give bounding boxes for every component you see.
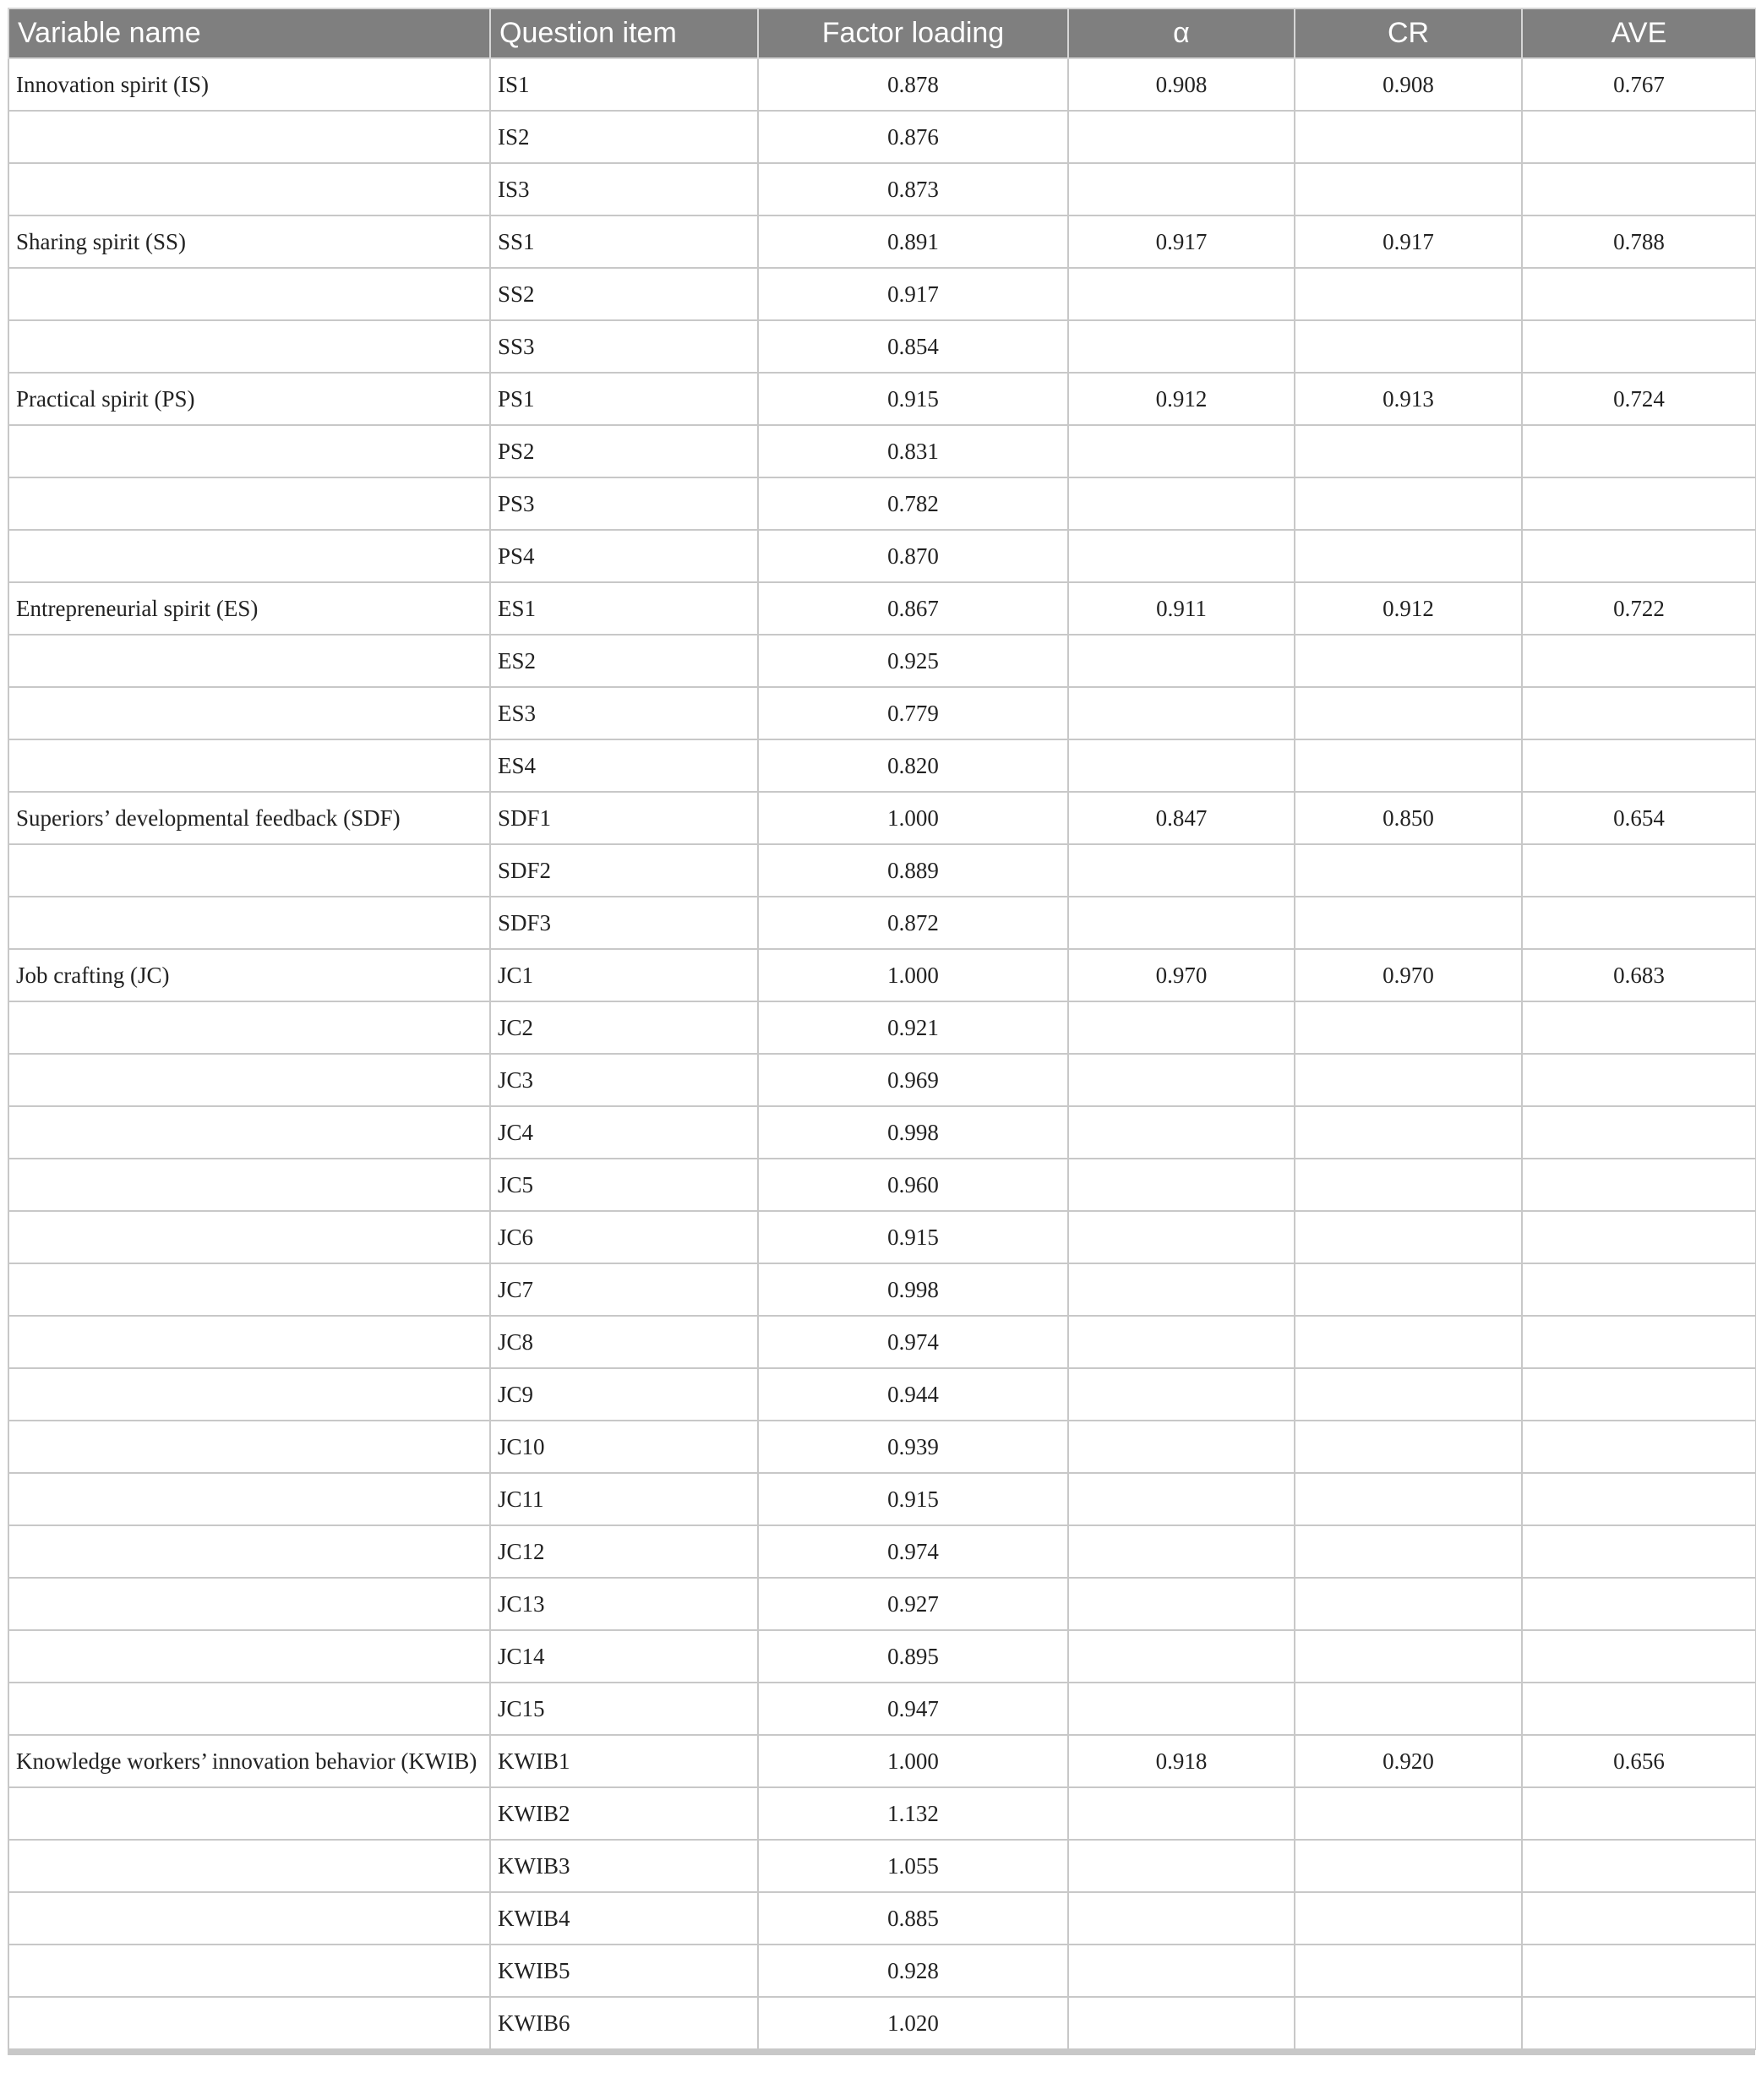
ave-cell [1522,1159,1756,1211]
cr-cell [1295,1787,1522,1840]
table-row [8,58,1756,111]
table-row [8,1735,1756,1787]
cr-cell: 0.912 [1295,582,1522,635]
question-item-cell: IS3 [490,163,758,215]
table-row [8,320,1756,373]
factor-loading-cell: 0.831 [758,425,1068,477]
ave-cell [1522,1997,1756,2049]
question-item-cell: JC11 [490,1473,758,1525]
ave-cell: 0.654 [1522,792,1756,844]
table-row [8,1421,1756,1473]
factor-loading-cell: 0.889 [758,844,1068,897]
variable-name-cell [8,687,490,739]
ave-cell [1522,1787,1756,1840]
factor-loading-cell: 0.891 [758,215,1068,268]
alpha-cell [1068,1211,1295,1263]
cr-cell [1295,530,1522,582]
alpha-cell [1068,1368,1295,1421]
ave-cell [1522,477,1756,530]
cr-cell [1295,1316,1522,1368]
table-row [8,582,1756,635]
cr-cell: 0.917 [1295,215,1522,268]
ave-cell [1522,1630,1756,1683]
alpha-cell [1068,1997,1295,2049]
alpha-cell [1068,1578,1295,1630]
factor-loading-cell: 0.915 [758,373,1068,425]
factor-loading-cell: 1.020 [758,1997,1068,2049]
header-ave: AVE [1522,8,1756,58]
cr-cell: 0.920 [1295,1735,1522,1787]
alpha-cell [1068,1054,1295,1106]
header-alpha: α [1068,8,1295,58]
question-item-cell: KWIB5 [490,1945,758,1997]
ave-cell [1522,1525,1756,1578]
ave-cell [1522,1578,1756,1630]
factor-loading-cell: 0.939 [758,1421,1068,1473]
variable-name-cell [8,1892,490,1945]
variable-name-cell [8,1578,490,1630]
factor-loading-cell: 0.872 [758,897,1068,949]
ave-cell: 0.683 [1522,949,1756,1001]
ave-cell [1522,897,1756,949]
table-row [8,844,1756,897]
variable-name-cell [8,1683,490,1735]
question-item-cell: PS3 [490,477,758,530]
factor-loading-cell: 0.974 [758,1525,1068,1578]
question-item-cell: SS2 [490,268,758,320]
alpha-cell [1068,477,1295,530]
header-factor-loading: Factor loading [758,8,1068,58]
question-item-cell: JC13 [490,1578,758,1630]
alpha-cell [1068,635,1295,687]
ave-cell: 0.767 [1522,58,1756,111]
alpha-cell: 0.970 [1068,949,1295,1001]
question-item-cell: ES2 [490,635,758,687]
factor-loading-cell: 0.873 [758,163,1068,215]
cr-cell: 0.850 [1295,792,1522,844]
factor-loading-cell: 0.917 [758,268,1068,320]
table-row [8,530,1756,582]
alpha-cell [1068,1421,1295,1473]
variable-name-cell [8,844,490,897]
cr-cell [1295,111,1522,163]
variable-name-cell [8,1525,490,1578]
table-row [8,635,1756,687]
cr-cell [1295,1368,1522,1421]
table-body [8,58,1756,2049]
alpha-cell [1068,1159,1295,1211]
ave-cell [1522,635,1756,687]
alpha-cell: 0.911 [1068,582,1295,635]
reliability-validity-table [8,8,1756,2050]
question-item-cell: SDF3 [490,897,758,949]
ave-cell: 0.724 [1522,373,1756,425]
alpha-cell [1068,1316,1295,1368]
table-row [8,1525,1756,1578]
table-row [8,1997,1756,2049]
cr-cell [1295,320,1522,373]
cr-cell [1295,1263,1522,1316]
alpha-cell [1068,268,1295,320]
table-row [8,1263,1756,1316]
results-table-container [8,8,1755,2055]
alpha-cell [1068,163,1295,215]
question-item-cell: JC14 [490,1630,758,1683]
ave-cell [1522,1683,1756,1735]
table-row [8,1473,1756,1525]
ave-cell [1522,1211,1756,1263]
variable-name-cell: Innovation spirit (IS) [8,58,490,111]
table-row [8,792,1756,844]
cr-cell [1295,1054,1522,1106]
ave-cell [1522,687,1756,739]
alpha-cell [1068,687,1295,739]
ave-cell [1522,530,1756,582]
variable-name-cell [8,1787,490,1840]
table-row [8,1211,1756,1263]
variable-name-cell [8,1473,490,1525]
alpha-cell [1068,1892,1295,1945]
variable-name-cell: Job crafting (JC) [8,949,490,1001]
ave-cell [1522,268,1756,320]
variable-name-cell [8,163,490,215]
question-item-cell: JC1 [490,949,758,1001]
alpha-cell: 0.908 [1068,58,1295,111]
question-item-cell: KWIB1 [490,1735,758,1787]
variable-name-cell [8,1368,490,1421]
cr-cell [1295,687,1522,739]
table-bottom-rule [8,2050,1755,2055]
factor-loading-cell: 0.867 [758,582,1068,635]
factor-loading-cell: 0.782 [758,477,1068,530]
ave-cell [1522,163,1756,215]
table-row [8,1892,1756,1945]
question-item-cell: KWIB6 [490,1997,758,2049]
alpha-cell [1068,1630,1295,1683]
alpha-cell [1068,425,1295,477]
question-item-cell: JC6 [490,1211,758,1263]
factor-loading-cell: 1.055 [758,1840,1068,1892]
ave-cell [1522,1473,1756,1525]
ave-cell [1522,1001,1756,1054]
alpha-cell [1068,1683,1295,1735]
table-row [8,1316,1756,1368]
cr-cell [1295,1945,1522,1997]
cr-cell [1295,1578,1522,1630]
cr-cell [1295,739,1522,792]
alpha-cell [1068,1945,1295,1997]
variable-name-cell [8,530,490,582]
ave-cell [1522,739,1756,792]
variable-name-cell [8,1001,490,1054]
cr-cell [1295,897,1522,949]
question-item-cell: JC15 [490,1683,758,1735]
ave-cell [1522,1945,1756,1997]
variable-name-cell [8,1159,490,1211]
variable-name-cell: Entrepreneurial spirit (ES) [8,582,490,635]
factor-loading-cell: 1.000 [758,1735,1068,1787]
table-row [8,477,1756,530]
alpha-cell [1068,111,1295,163]
factor-loading-cell: 0.915 [758,1211,1068,1263]
question-item-cell: PS4 [490,530,758,582]
variable-name-cell [8,268,490,320]
ave-cell [1522,111,1756,163]
factor-loading-cell: 0.779 [758,687,1068,739]
question-item-cell: PS2 [490,425,758,477]
question-item-cell: SS1 [490,215,758,268]
factor-loading-cell: 0.876 [758,111,1068,163]
question-item-cell: JC7 [490,1263,758,1316]
cr-cell [1295,1525,1522,1578]
variable-name-cell [8,1106,490,1159]
question-item-cell: JC8 [490,1316,758,1368]
table-row [8,373,1756,425]
table-row [8,739,1756,792]
factor-loading-cell: 1.000 [758,949,1068,1001]
variable-name-cell [8,1630,490,1683]
factor-loading-cell: 0.925 [758,635,1068,687]
variable-name-cell [8,897,490,949]
question-item-cell: JC2 [490,1001,758,1054]
table-row [8,1001,1756,1054]
variable-name-cell: Practical spirit (PS) [8,373,490,425]
alpha-cell: 0.917 [1068,215,1295,268]
cr-cell [1295,477,1522,530]
cr-cell [1295,1211,1522,1263]
cr-cell: 0.970 [1295,949,1522,1001]
ave-cell [1522,1106,1756,1159]
variable-name-cell [8,739,490,792]
variable-name-cell [8,477,490,530]
table-row [8,1683,1756,1735]
variable-name-cell [8,320,490,373]
ave-cell: 0.656 [1522,1735,1756,1787]
cr-cell [1295,425,1522,477]
header-row [8,8,1756,58]
factor-loading-cell: 0.870 [758,530,1068,582]
cr-cell: 0.908 [1295,58,1522,111]
factor-loading-cell: 0.854 [758,320,1068,373]
table-row [8,1578,1756,1630]
variable-name-cell [8,111,490,163]
question-item-cell: ES3 [490,687,758,739]
cr-cell [1295,1001,1522,1054]
factor-loading-cell: 0.947 [758,1683,1068,1735]
factor-loading-cell: 0.928 [758,1945,1068,1997]
header-cr: CR [1295,8,1522,58]
factor-loading-cell: 0.878 [758,58,1068,111]
cr-cell [1295,268,1522,320]
alpha-cell [1068,1525,1295,1578]
question-item-cell: JC10 [490,1421,758,1473]
question-item-cell: IS1 [490,58,758,111]
factor-loading-cell: 0.974 [758,1316,1068,1368]
alpha-cell: 0.918 [1068,1735,1295,1787]
alpha-cell [1068,1001,1295,1054]
factor-loading-cell: 0.885 [758,1892,1068,1945]
factor-loading-cell: 1.132 [758,1787,1068,1840]
cr-cell [1295,1840,1522,1892]
alpha-cell [1068,1473,1295,1525]
table-row [8,1840,1756,1892]
ave-cell [1522,1316,1756,1368]
cr-cell: 0.913 [1295,373,1522,425]
ave-cell [1522,1892,1756,1945]
factor-loading-cell: 0.969 [758,1054,1068,1106]
cr-cell [1295,844,1522,897]
factor-loading-cell: 0.960 [758,1159,1068,1211]
table-row [8,1159,1756,1211]
factor-loading-cell: 0.895 [758,1630,1068,1683]
factor-loading-cell: 0.915 [758,1473,1068,1525]
table-row [8,1368,1756,1421]
table-row [8,1945,1756,1997]
ave-cell [1522,320,1756,373]
variable-name-cell: Sharing spirit (SS) [8,215,490,268]
table-row [8,1630,1756,1683]
table-row [8,1054,1756,1106]
variable-name-cell: Superiors’ developmental feedback (SDF) [8,792,490,844]
alpha-cell [1068,1263,1295,1316]
table-row [8,687,1756,739]
factor-loading-cell: 0.998 [758,1263,1068,1316]
question-item-cell: JC12 [490,1525,758,1578]
cr-cell [1295,635,1522,687]
variable-name-cell [8,1840,490,1892]
question-item-cell: KWIB4 [490,1892,758,1945]
table-row [8,268,1756,320]
factor-loading-cell: 0.998 [758,1106,1068,1159]
variable-name-cell [8,635,490,687]
factor-loading-cell: 0.927 [758,1578,1068,1630]
question-item-cell: JC5 [490,1159,758,1211]
table-row [8,949,1756,1001]
header-variable-name: Variable name [8,8,490,58]
question-item-cell: JC9 [490,1368,758,1421]
cr-cell [1295,1106,1522,1159]
cr-cell [1295,1421,1522,1473]
ave-cell: 0.788 [1522,215,1756,268]
table-row [8,425,1756,477]
alpha-cell: 0.847 [1068,792,1295,844]
header-question-item: Question item [490,8,758,58]
cr-cell [1295,1892,1522,1945]
variable-name-cell [8,1316,490,1368]
alpha-cell [1068,1106,1295,1159]
variable-name-cell [8,425,490,477]
table-row [8,897,1756,949]
ave-cell [1522,844,1756,897]
alpha-cell [1068,844,1295,897]
cr-cell [1295,1473,1522,1525]
ave-cell [1522,425,1756,477]
table-row [8,1787,1756,1840]
cr-cell [1295,1683,1522,1735]
alpha-cell [1068,530,1295,582]
table-row [8,215,1756,268]
question-item-cell: SDF2 [490,844,758,897]
alpha-cell: 0.912 [1068,373,1295,425]
ave-cell [1522,1421,1756,1473]
table-header [8,8,1756,58]
question-item-cell: JC3 [490,1054,758,1106]
alpha-cell [1068,1787,1295,1840]
question-item-cell: JC4 [490,1106,758,1159]
cr-cell [1295,1630,1522,1683]
alpha-cell [1068,320,1295,373]
question-item-cell: ES1 [490,582,758,635]
ave-cell [1522,1368,1756,1421]
question-item-cell: ES4 [490,739,758,792]
factor-loading-cell: 1.000 [758,792,1068,844]
variable-name-cell [8,1997,490,2049]
ave-cell [1522,1840,1756,1892]
question-item-cell: IS2 [490,111,758,163]
question-item-cell: KWIB2 [490,1787,758,1840]
question-item-cell: SDF1 [490,792,758,844]
cr-cell [1295,1997,1522,2049]
factor-loading-cell: 0.944 [758,1368,1068,1421]
variable-name-cell [8,1421,490,1473]
alpha-cell [1068,1840,1295,1892]
ave-cell [1522,1054,1756,1106]
question-item-cell: SS3 [490,320,758,373]
question-item-cell: KWIB3 [490,1840,758,1892]
alpha-cell [1068,739,1295,792]
table-row [8,163,1756,215]
variable-name-cell [8,1945,490,1997]
alpha-cell [1068,897,1295,949]
ave-cell [1522,1263,1756,1316]
question-item-cell: PS1 [490,373,758,425]
cr-cell [1295,163,1522,215]
variable-name-cell [8,1263,490,1316]
factor-loading-cell: 0.820 [758,739,1068,792]
table-row [8,111,1756,163]
ave-cell: 0.722 [1522,582,1756,635]
variable-name-cell [8,1211,490,1263]
table-row [8,1106,1756,1159]
cr-cell [1295,1159,1522,1211]
variable-name-cell: Knowledge workers’ innovation behavior (KWIB) [8,1735,490,1787]
factor-loading-cell: 0.921 [758,1001,1068,1054]
variable-name-cell [8,1054,490,1106]
